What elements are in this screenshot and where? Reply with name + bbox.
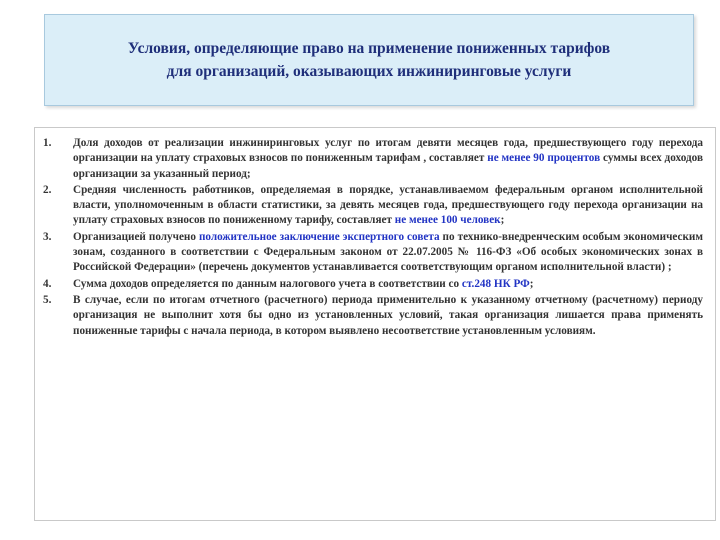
item-number: 2. xyxy=(43,183,52,196)
slide-title xyxy=(44,14,694,106)
item-text-part: по технико-внедренческим особым экономическим зонам, созданного в соответствии с Федеральным законом от 22.07.2005 № 116-ФЗ «Об особых экономических зонах в Российской Федерации» (перечень документов устанавливается соответствующим органом исполнительной власти) ; xyxy=(73,230,703,274)
condition-item-4 xyxy=(43,277,703,292)
title-line-1: Условия, определяющие право на применение пониженных тарифов xyxy=(127,40,611,57)
item-text-part: ; xyxy=(500,214,505,227)
item-number: 1. xyxy=(43,137,52,149)
item-text xyxy=(73,183,703,229)
item-text-part: Организацией получено xyxy=(73,230,199,243)
condition-item-3 xyxy=(43,230,703,276)
highlight-text: положительное заключение экспертного совета xyxy=(198,230,440,243)
conditions-list xyxy=(43,136,703,339)
conditions-box xyxy=(34,127,716,521)
item-text-part: суммы всех доходов организации за указанный период; xyxy=(73,152,703,180)
item-text-part: Сумма доходов определяется по данным налогового учета в соответствии со xyxy=(73,277,462,290)
item-number: 5. xyxy=(43,293,52,306)
highlight-text: не менее 90 процентов xyxy=(487,152,601,165)
highlight-text: ст.248 НК РФ xyxy=(461,277,530,290)
item-number: 4. xyxy=(43,277,52,290)
condition-item-1 xyxy=(43,136,703,182)
title-line-2: для организаций, оказывающих инжиниринговые услуги xyxy=(166,63,572,80)
item-text-part: Доля доходов от реализации инжиниринговых услуг по итогам девяти месяцев года, предшествующего году перехода организации на уплату страховых взносов по пониженным тарифам , составляет xyxy=(73,137,703,165)
highlight-text: не менее 100 человек xyxy=(394,214,501,227)
item-text xyxy=(73,230,703,276)
item-text xyxy=(73,293,703,339)
item-text xyxy=(73,136,703,182)
item-text xyxy=(73,277,703,292)
item-text-part: В случае, если по итогам отчетного (расчетного) периода применительно к указанному отчетному (расчетному) периоду организация не выполнит хотя бы одно из установленных условий, такая организация лишается права применять пониженные тарифы с начала периода, в котором выявлено несоответствие установленным условиям. xyxy=(73,293,703,337)
item-text-part: ; xyxy=(529,277,534,290)
item-number: 3. xyxy=(43,230,52,243)
item-text-part: Средняя численность работников, определяемая в порядке, устанавливаемом федеральным органом исполнительной власти, уполномоченным в области статистики, за девять месяцев года, предшествующего году перехода организации на уплату страховых взносов по пониженному тарифу, составляет xyxy=(73,183,703,227)
condition-item-2 xyxy=(43,183,703,229)
condition-item-5 xyxy=(43,293,703,339)
